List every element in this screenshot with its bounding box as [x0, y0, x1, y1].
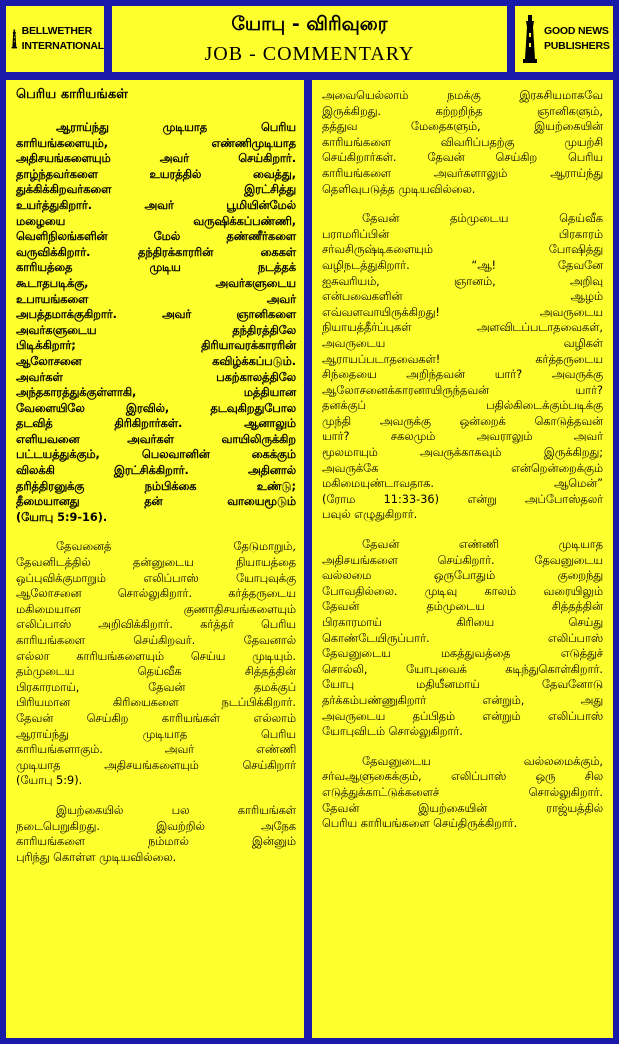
- text-line: தேவன் எண்ணி முடியாத: [362, 538, 603, 552]
- text-line: அபத்தமாக்குகிறார். அவர் ஞானிகளை: [16, 308, 296, 322]
- text-line: புரிந்து கொள்ள முடியவில்லை.: [16, 850, 177, 864]
- paragraph: [322, 754, 603, 832]
- text-line: எளியவனை அவர்கள் வாயிலிருக்கிற: [16, 432, 296, 446]
- text-line: ஒப்புவிக்குமாறும் எலிப்பாஸ் யோபுவுக்கு: [16, 571, 296, 585]
- text-line: ஐசுவரியம், ஞானம், அறிவு: [322, 274, 603, 288]
- text-line: தேவனிடத்தில் தன்னுடைய நியாயத்தை: [16, 556, 296, 570]
- text-line: முடியாத அதிசயங்களையும் செய்கிறார்: [16, 758, 296, 772]
- text-line: பிரியமான கிரியைகளை நடப்பிக்கிறார்.: [16, 696, 296, 710]
- text-line: யார்? சகலமும் அவராலும் அவர்: [322, 430, 603, 444]
- text-line: பராமரிப்பின் பிரகாரம்: [322, 227, 603, 241]
- text-line: துக்கிக்கிறவர்களை இரட்சித்து: [16, 183, 296, 197]
- text-line: தேவனைத் தேடுமாறும்,: [56, 540, 296, 554]
- text-line: நடைபெறுகிறது. இவற்றில் அநேக: [16, 819, 296, 833]
- text-line: செய்கிறார்கள். தேவன் செய்கிற பெரிய: [322, 151, 603, 165]
- text-line: தாழ்ந்தவர்களை உயரத்தில் வைத்து,: [16, 167, 296, 181]
- text-line: பிடிக்கிறார்; திரியாவரக்காரரின்: [16, 339, 296, 353]
- publisher-left-line1: BELLWETHER: [21, 25, 92, 37]
- text-line: போவதில்லை. முடிவு காலம் வரையிலும்: [322, 584, 603, 598]
- text-line: பெரிய காரியங்களை செய்திருக்கிறார்.: [322, 817, 518, 831]
- text-line: தேவனுடைய வல்லமைக்கும்,: [362, 754, 603, 768]
- text-line: தெளிவுபடுத்த முடியவில்லை.: [322, 182, 476, 196]
- text-line: காரியத்தை முடிய நடத்தக்: [16, 261, 296, 275]
- text-line: வருவிக்கிறார். தந்திரக்காரரின் கைகள்: [16, 245, 296, 259]
- paragraph: [16, 539, 296, 789]
- text-line: ஆலோசனை கவிழ்க்கப்படும்.: [16, 354, 296, 368]
- text-line: தத்துவ மேதைகளும், இயற்கையின்: [322, 120, 603, 134]
- text-line: தீமையானது தன் வாயைமூடும்: [16, 495, 296, 509]
- text-line: காரியங்களையும், எண்ணிமுடியாத: [16, 136, 296, 150]
- text-line: (யோபு 5:9).: [16, 774, 83, 788]
- text-line: யோபுவிடம் சொல்லுகிறார்.: [322, 725, 463, 739]
- left-column: [6, 80, 304, 1038]
- text-line: தனக்குப் பதில்கிடைக்கும்படிக்கு: [322, 399, 603, 413]
- text-line: என்பவைகளின் ஆழம்: [322, 290, 603, 304]
- text-line: ஆலோசனைக்காரனாயிருந்தவன் யார்?: [322, 383, 603, 397]
- text-line: மூலமாயும் அவருக்காகவும் இருக்கிறது;: [322, 446, 603, 460]
- text-line: சர்வஆளுகைக்கும், எலிப்பாஸ் ஒரு சில: [322, 770, 603, 784]
- text-line: இயற்கையில் பல காரியங்கள்: [56, 803, 296, 817]
- text-line: காரியங்களை அவர்களாலும் ஆராய்ந்து: [322, 166, 603, 180]
- text-line: தேவனுடைய மகத்துவத்தை எடுத்துச்: [322, 647, 603, 661]
- text-line: வெளிநிலங்களின் மேல் தண்ணீர்களை: [16, 230, 296, 244]
- text-line: ஆராய்ந்து முடியாத பெரிய: [56, 121, 296, 134]
- text-line: காரியங்களாகும். அவர் எண்ணி: [16, 743, 296, 757]
- title-tamil: யோபு - விரிவுரை: [231, 13, 388, 35]
- text-line: எவ்வளவாயிருக்கிறது! அவருடைய: [322, 305, 603, 319]
- text-line: எலிப்பாஸ் அறிவிக்கிறார். கர்த்தர் பெரிய: [16, 618, 296, 632]
- text-line: உபாயங்களை அவர்: [16, 292, 296, 306]
- text-line: முந்தி அவருக்கு ஒன்றைக் கொடுத்தவன்: [322, 414, 603, 428]
- text-line: (யோபு 5:9-16).: [16, 510, 108, 524]
- text-line: அவையெல்லாம் நமக்கு இரகசியமாகவே: [322, 89, 603, 102]
- section-heading: பெரிய காரியங்கள்: [16, 87, 128, 102]
- text-line: தரித்திரனுக்கு நம்பிக்கை உண்டு;: [16, 479, 296, 493]
- text-line: ஆராயப்படாதவைகள்! கர்த்தருடைய: [322, 352, 603, 366]
- text-line: பிரகாரமாய் கிரியை செய்து: [322, 616, 603, 629]
- text-line: தேவன் தம்முடைய சித்தத்தின்: [322, 600, 603, 614]
- text-line: சொல்லி, யோபுவைக் கடிந்துகொள்கிறார்.: [322, 662, 603, 676]
- text-line: காரியங்களை செய்கிறவர். தேவனால்: [16, 634, 296, 647]
- text-line: காரியங்களை நம்மால் இன்னும்: [16, 835, 296, 849]
- publisher-right-line2: PUBLISHERS: [544, 40, 610, 52]
- title-box: [112, 6, 507, 72]
- text-line: நியாயத்தீர்ப்புகள் அளவிடப்படாதவைகள்,: [322, 321, 603, 335]
- text-line: காரியங்களை விவரிப்பதற்கு முயற்சி: [322, 135, 603, 149]
- text-line: சர்வசிருஷ்டிகளையும் போஷித்து: [322, 243, 603, 257]
- text-line: மகிமையான குணாதிசயங்களையும்: [16, 602, 296, 616]
- text-line: எல்லா காரியங்களையும் செய்ய முடியும்.: [16, 649, 296, 663]
- paragraph: [322, 88, 603, 197]
- text-line: தடவித் திரிகிறார்கள். ஆனாலும்: [16, 417, 296, 431]
- text-line: மழையை வருஷிக்கப்பண்ணி,: [16, 214, 296, 228]
- text-line: தர்க்கம்பண்ணுகிறார் என்றும், அது: [322, 693, 603, 707]
- text-line: அந்தகாரத்துக்குள்ளாகி, மத்தியான: [16, 386, 296, 400]
- text-line: தேவன் தம்முடைய தெய்வீக: [362, 212, 603, 226]
- text-line: ஆலோசனை சொல்லுகிறார். கர்த்தருடைய: [16, 587, 296, 601]
- text-line: அவர்கள் பகற்காலத்திலே: [16, 370, 296, 384]
- text-line: தம்முடைய தெய்வீக சித்தத்தின்: [16, 665, 296, 679]
- text-line: கொண்டேயிருப்பார். எலிப்பாஸ்: [322, 631, 603, 645]
- text-line: வழிநடத்துகிறார். “ஆ! தேவனே: [322, 258, 603, 272]
- text-line: கூடாதபடிக்கு, அவர்களுடைய: [16, 276, 296, 290]
- text-line: அதிசயங்களை செய்கிறார். தேவனுடைய: [322, 553, 603, 567]
- right-column: [312, 80, 613, 1038]
- publisher-logo-left: [6, 6, 104, 72]
- text-line: அவர்களுடைய தந்திரத்திலே: [16, 323, 296, 337]
- text-line: எடுத்துக்காட்டுக்களைச் சொல்லுகிறார்.: [322, 785, 603, 799]
- text-line: வல்லமை ஒருபோதும் குறைந்து: [322, 569, 603, 583]
- tower-icon: [519, 13, 541, 65]
- paragraph: [322, 211, 603, 523]
- text-line: ஆராய்ந்து முடியாத பெரிய: [16, 727, 296, 741]
- publisher-right-line1: GOOD NEWS: [544, 25, 609, 37]
- text-line: மகிமையுண்டாவதாக. ஆமென்”: [322, 477, 603, 491]
- text-line: யோபு மதியீனமாய் தேவனோடு: [322, 678, 603, 692]
- text-line: அவருக்கே என்றென்றைக்கும்: [322, 461, 603, 475]
- publisher-logo-right: [515, 6, 613, 72]
- scripture-quote: [16, 120, 296, 525]
- text-line: சிந்தையை அறிந்தவன் யார்? அவருக்கு: [322, 368, 603, 382]
- title-english: JOB - COMMENTARY: [204, 43, 415, 65]
- tower-icon: [10, 13, 19, 65]
- text-line: அவருடைய வழிகள்: [322, 336, 603, 350]
- text-line: தேவன் செய்கிற காரியங்கள் எல்லாம்: [16, 711, 296, 725]
- paragraph: [16, 803, 296, 865]
- text-line: பட்டயத்துக்கும், பெலவானின் கைக்கும்: [16, 448, 296, 462]
- text-line: இருக்கிறது. கற்றறிந்த ஞானிகளும்,: [322, 104, 603, 118]
- text-line: பிரகாரமாய், தேவன் தமக்குப்: [16, 680, 296, 694]
- text-line: உயர்த்துகிறார். அவர் பூமியின்மேல்: [16, 198, 296, 212]
- text-line: வேளையிலே இரவில், தடவுகிறதுபோல: [16, 401, 296, 415]
- text-line: அதிசயங்களையும் அவர் செய்கிறார்.: [16, 152, 296, 166]
- text-line: தேவன் இயற்கையின் ராஜ்யத்தில்: [322, 801, 603, 815]
- text-line: அவருடைய தப்பிதம் என்றும் எலிப்பாஸ்: [322, 709, 603, 723]
- text-line: பவுல் எழுதுகிறார்.: [322, 508, 418, 522]
- paragraph: [322, 537, 603, 740]
- publisher-left-line2: INTERNATIONAL: [21, 40, 104, 52]
- text-line: விலக்கி இரட்சிக்கிறார். அதினால்: [16, 464, 296, 478]
- text-line: (ரோம 11:33-36) என்று அப்போஸ்தலர்: [322, 492, 603, 506]
